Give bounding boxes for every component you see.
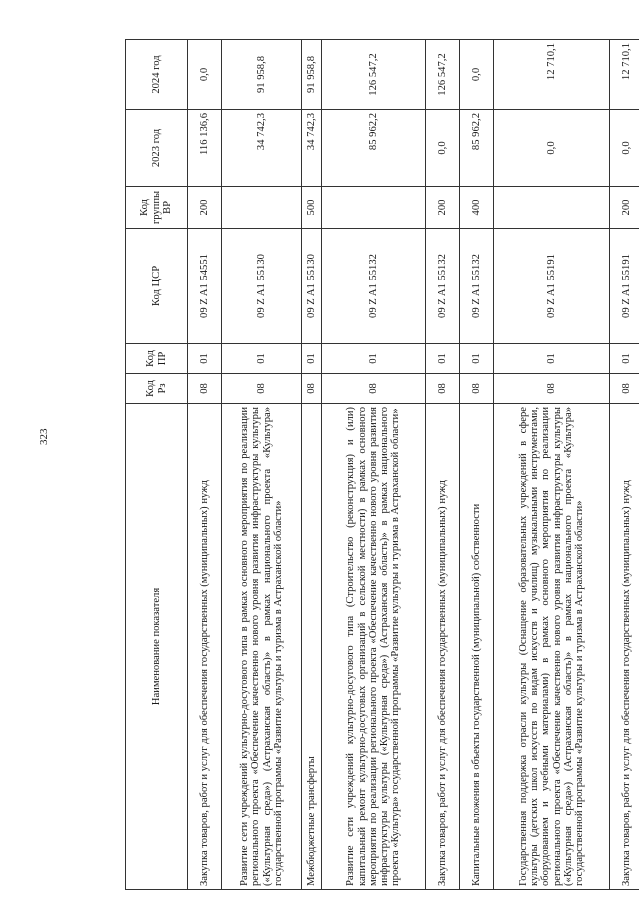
row-csr: 09 Z A1 55130: [302, 229, 322, 344]
row-2024: 91 958,8: [302, 40, 322, 110]
table-container: [125, 40, 632, 890]
row-2024: 126 547,2: [426, 40, 460, 110]
row-2023: 0,0: [494, 110, 610, 187]
row-name: Развитие сети учреждений культурно-досугового типа (Строительство (реконструкция) и (или) капитальный ремонт культурно-досуговых организаций в сельской местности) в рамках основного мероприятия по реализации регионального проекта «Обеспечение качественно нового уровня развития инфраструктуры культуры («Культурная среда») (Астраханская область)» в рамках национального проекта «Культура» государственной программы «Развитие культуры и туризма в Астраханской области»: [322, 404, 426, 890]
row-pr: 01: [426, 344, 460, 374]
table-row: [302, 40, 322, 890]
row-name: Развитие сети учреждений культурно-досугового типа в рамках основного мероприятия по реализации регионального проекта «Обеспечение качественно нового уровня развития инфраструктуры культуры («Культурная среда») (Астраханская область)» в рамках национального проекта «Культура» государственной программы «Развитие культуры и туризма в Астраханской области»: [222, 404, 302, 890]
table-row: [188, 40, 222, 890]
row-vr: 200: [426, 187, 460, 229]
row-pr: 01: [302, 344, 322, 374]
row-vr: [222, 187, 302, 229]
row-2023: 34 742,3: [222, 110, 302, 187]
row-rz: 08: [494, 374, 610, 404]
row-csr: 09 Z A1 55132: [460, 229, 494, 344]
table-row: [610, 40, 639, 890]
row-csr: 09 Z A1 54551: [188, 229, 222, 344]
header-row: [126, 40, 188, 890]
header-name: Наименование показателя: [126, 404, 188, 890]
row-2023: 34 742,3: [302, 110, 322, 187]
header-rz: Код Рз: [126, 374, 188, 404]
header-csr: Код ЦСР: [126, 229, 188, 344]
row-2023: 85 962,2: [460, 110, 494, 187]
row-2024: 12 710,1: [494, 40, 610, 110]
row-rz: 08: [426, 374, 460, 404]
budget-table: [125, 39, 639, 890]
table-row: [494, 40, 610, 890]
row-2024: 0,0: [460, 40, 494, 110]
table-row: [222, 40, 302, 890]
row-name: Закупка товаров, работ и услуг для обеспечения государственных (муниципальных) нужд: [610, 404, 639, 890]
row-rz: 08: [610, 374, 639, 404]
row-pr: 01: [222, 344, 302, 374]
header-pr: Код ПР: [126, 344, 188, 374]
row-pr: 01: [188, 344, 222, 374]
row-pr: 01: [322, 344, 426, 374]
row-2024: 91 958,8: [222, 40, 302, 110]
table-row: [426, 40, 460, 890]
row-csr: 09 Z A1 55130: [222, 229, 302, 344]
row-2023: 0,0: [610, 110, 639, 187]
row-2023: 85 962,2: [322, 110, 426, 187]
header-vr: Код группы ВР: [126, 187, 188, 229]
row-2024: 126 547,2: [322, 40, 426, 110]
row-name: Государственная поддержка отрасли культуры (Оснащение образовательных учреждений в сфере культуры (детских школ искусств по видам искусств и училищ) музыкальными инструментами, оборудованием и учебными материалами) в рамках основного мероприятия по реализации регионального проекта «Обеспечение качественно нового уровня развития инфраструктуры культуры («Культурная среда») (Астраханская область)» в рамках национального проекта «Культура» государственной программы «Развитие культуры и туризма в Астраханской области»: [494, 404, 610, 890]
row-name: Капитальные вложения в объекты государственной (муниципальной) собственности: [460, 404, 494, 890]
row-name: Закупка товаров, работ и услуг для обеспечения государственных (муниципальных) нужд: [188, 404, 222, 890]
table-row: [460, 40, 494, 890]
row-pr: 01: [494, 344, 610, 374]
row-pr: 01: [610, 344, 639, 374]
row-vr: 500: [302, 187, 322, 229]
row-csr: 09 Z A1 55132: [426, 229, 460, 344]
row-2024: 0,0: [188, 40, 222, 110]
header-2024: 2024 год: [126, 40, 188, 110]
row-vr: 200: [610, 187, 639, 229]
row-vr: 400: [460, 187, 494, 229]
row-2024: 12 710,1: [610, 40, 639, 110]
row-name: Закупка товаров, работ и услуг для обеспечения государственных (муниципальных) нужд: [426, 404, 460, 890]
row-csr: 09 Z A1 55132: [322, 229, 426, 344]
table-row: [322, 40, 426, 890]
row-name: Межбюджетные трансферты: [302, 404, 322, 890]
row-rz: 08: [322, 374, 426, 404]
row-rz: 08: [222, 374, 302, 404]
row-csr: 09 Z A1 55191: [610, 229, 639, 344]
row-rz: 08: [188, 374, 222, 404]
row-rz: 08: [460, 374, 494, 404]
row-csr: 09 Z A1 55191: [494, 229, 610, 344]
page-number: 323: [38, 428, 50, 445]
row-vr: 200: [188, 187, 222, 229]
row-2023: 0,0: [426, 110, 460, 187]
header-2023: 2023 год: [126, 110, 188, 187]
row-vr: [494, 187, 610, 229]
row-rz: 08: [302, 374, 322, 404]
row-vr: [322, 187, 426, 229]
row-pr: 01: [460, 344, 494, 374]
row-2023: 116 136,6: [188, 110, 222, 187]
